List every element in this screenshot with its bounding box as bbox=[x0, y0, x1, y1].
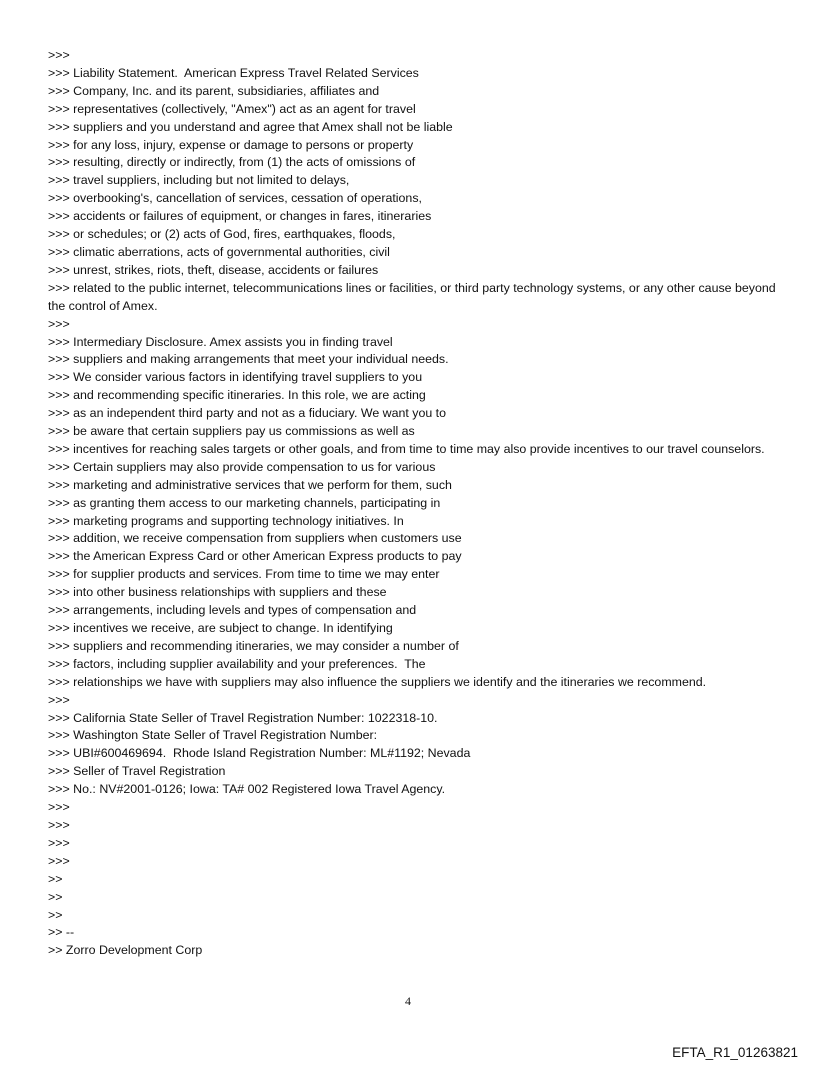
text-line: >>> incentives for reaching sales targets or other goals, and from time to time may also provide incentives to our travel counselors. bbox=[48, 441, 765, 456]
text-line: >>> Certain suppliers may also provide compensation to us for various bbox=[48, 459, 436, 474]
text-line: >>> No.: NV#2001-0126; Iowa: TA# 002 Registered Iowa Travel Agency. bbox=[48, 782, 446, 797]
text-line: >>> as an independent third party and not as a fiduciary. We want you to bbox=[48, 406, 447, 421]
text-line: >>> Liability Statement. American Express Travel Related Services bbox=[48, 65, 419, 80]
text-line: >> bbox=[48, 907, 63, 922]
text-line: >>> suppliers and making arrangements that meet your individual needs. bbox=[48, 352, 449, 367]
text-line: >>> Seller of Travel Registration bbox=[48, 764, 226, 779]
text-line: >>> Intermediary Disclosure. Amex assists you in finding travel bbox=[48, 334, 393, 349]
text-line: >> Zorro Development Corp bbox=[48, 943, 203, 958]
text-line: >>> climatic aberrations, acts of governmental authorities, civil bbox=[48, 244, 390, 259]
text-line: >>> as granting them access to our marketing channels, participating in bbox=[48, 495, 441, 510]
text-line: >>> bbox=[48, 853, 70, 868]
text-line: >>> related to the public internet, telecommunications lines or facilities, or third party technology systems, or any other cause beyond the control of Amex. bbox=[48, 280, 780, 313]
text-line: >> bbox=[48, 871, 63, 886]
text-line: >>> UBI#600469694. Rhode Island Registration Number: ML#1192; Nevada bbox=[48, 746, 471, 761]
text-line: >>> bbox=[48, 316, 70, 331]
text-line: >>> for supplier products and services. From time to time we may enter bbox=[48, 567, 440, 582]
text-line: >>> We consider various factors in identifying travel suppliers to you bbox=[48, 370, 423, 385]
text-line: >>> California State Seller of Travel Registration Number: 1022318-10. bbox=[48, 710, 438, 725]
page-number: 4 bbox=[405, 994, 411, 1008]
text-line: >> bbox=[48, 889, 63, 904]
text-line: >>> unrest, strikes, riots, theft, disease, accidents or failures bbox=[48, 262, 379, 277]
document-body bbox=[48, 47, 778, 960]
text-line: >>> bbox=[48, 817, 70, 832]
text-line: >>> Company, Inc. and its parent, subsidiaries, affiliates and bbox=[48, 83, 380, 98]
text-line: >>> suppliers and recommending itineraries, we may consider a number of bbox=[48, 638, 459, 653]
text-line: >>> the American Express Card or other American Express products to pay bbox=[48, 549, 462, 564]
text-line: >>> overbooking's, cancellation of services, cessation of operations, bbox=[48, 191, 422, 206]
text-line: >>> accidents or failures of equipment, or changes in fares, itineraries bbox=[48, 209, 432, 224]
text-line: >>> bbox=[48, 835, 70, 850]
text-line: >>> bbox=[48, 692, 70, 707]
text-line: >>> Washington State Seller of Travel Registration Number: bbox=[48, 728, 378, 743]
text-line: >>> factors, including supplier availability and your preferences. The bbox=[48, 656, 426, 671]
text-line: >>> resulting, directly or indirectly, from (1) the acts of omissions of bbox=[48, 155, 416, 170]
text-line: >>> bbox=[48, 800, 70, 815]
text-line: >>> be aware that certain suppliers pay us commissions as well as bbox=[48, 424, 415, 439]
text-line: >>> marketing programs and supporting technology initiatives. In bbox=[48, 513, 404, 528]
text-line: >>> travel suppliers, including but not limited to delays, bbox=[48, 173, 350, 188]
text-line: >>> and recommending specific itineraries. In this role, we are acting bbox=[48, 388, 426, 403]
text-line: >> -- bbox=[48, 925, 75, 940]
text-line: >>> arrangements, including levels and types of compensation and bbox=[48, 603, 417, 618]
text-line: >>> bbox=[48, 48, 70, 62]
text-line: >>> suppliers and you understand and agree that Amex shall not be liable bbox=[48, 119, 453, 134]
text-line: >>> for any loss, injury, expense or damage to persons or property bbox=[48, 137, 414, 152]
text-line: >>> into other business relationships with suppliers and these bbox=[48, 585, 387, 600]
text-line: >>> marketing and administrative services that we perform for them, such bbox=[48, 477, 452, 492]
text-line: >>> incentives we receive, are subject to change. In identifying bbox=[48, 621, 393, 635]
text-line: >>> addition, we receive compensation from suppliers when customers use bbox=[48, 531, 462, 546]
text-line: >>> representatives (collectively, "Amex") act as an agent for travel bbox=[48, 101, 416, 116]
document-id: EFTA_R1_01263821 bbox=[672, 1045, 798, 1060]
text-line: >>> or schedules; or (2) acts of God, fires, earthquakes, floods, bbox=[48, 227, 396, 242]
text-line: >>> relationships we have with suppliers may also influence the suppliers we identify and the itineraries we recommend. bbox=[48, 674, 707, 689]
